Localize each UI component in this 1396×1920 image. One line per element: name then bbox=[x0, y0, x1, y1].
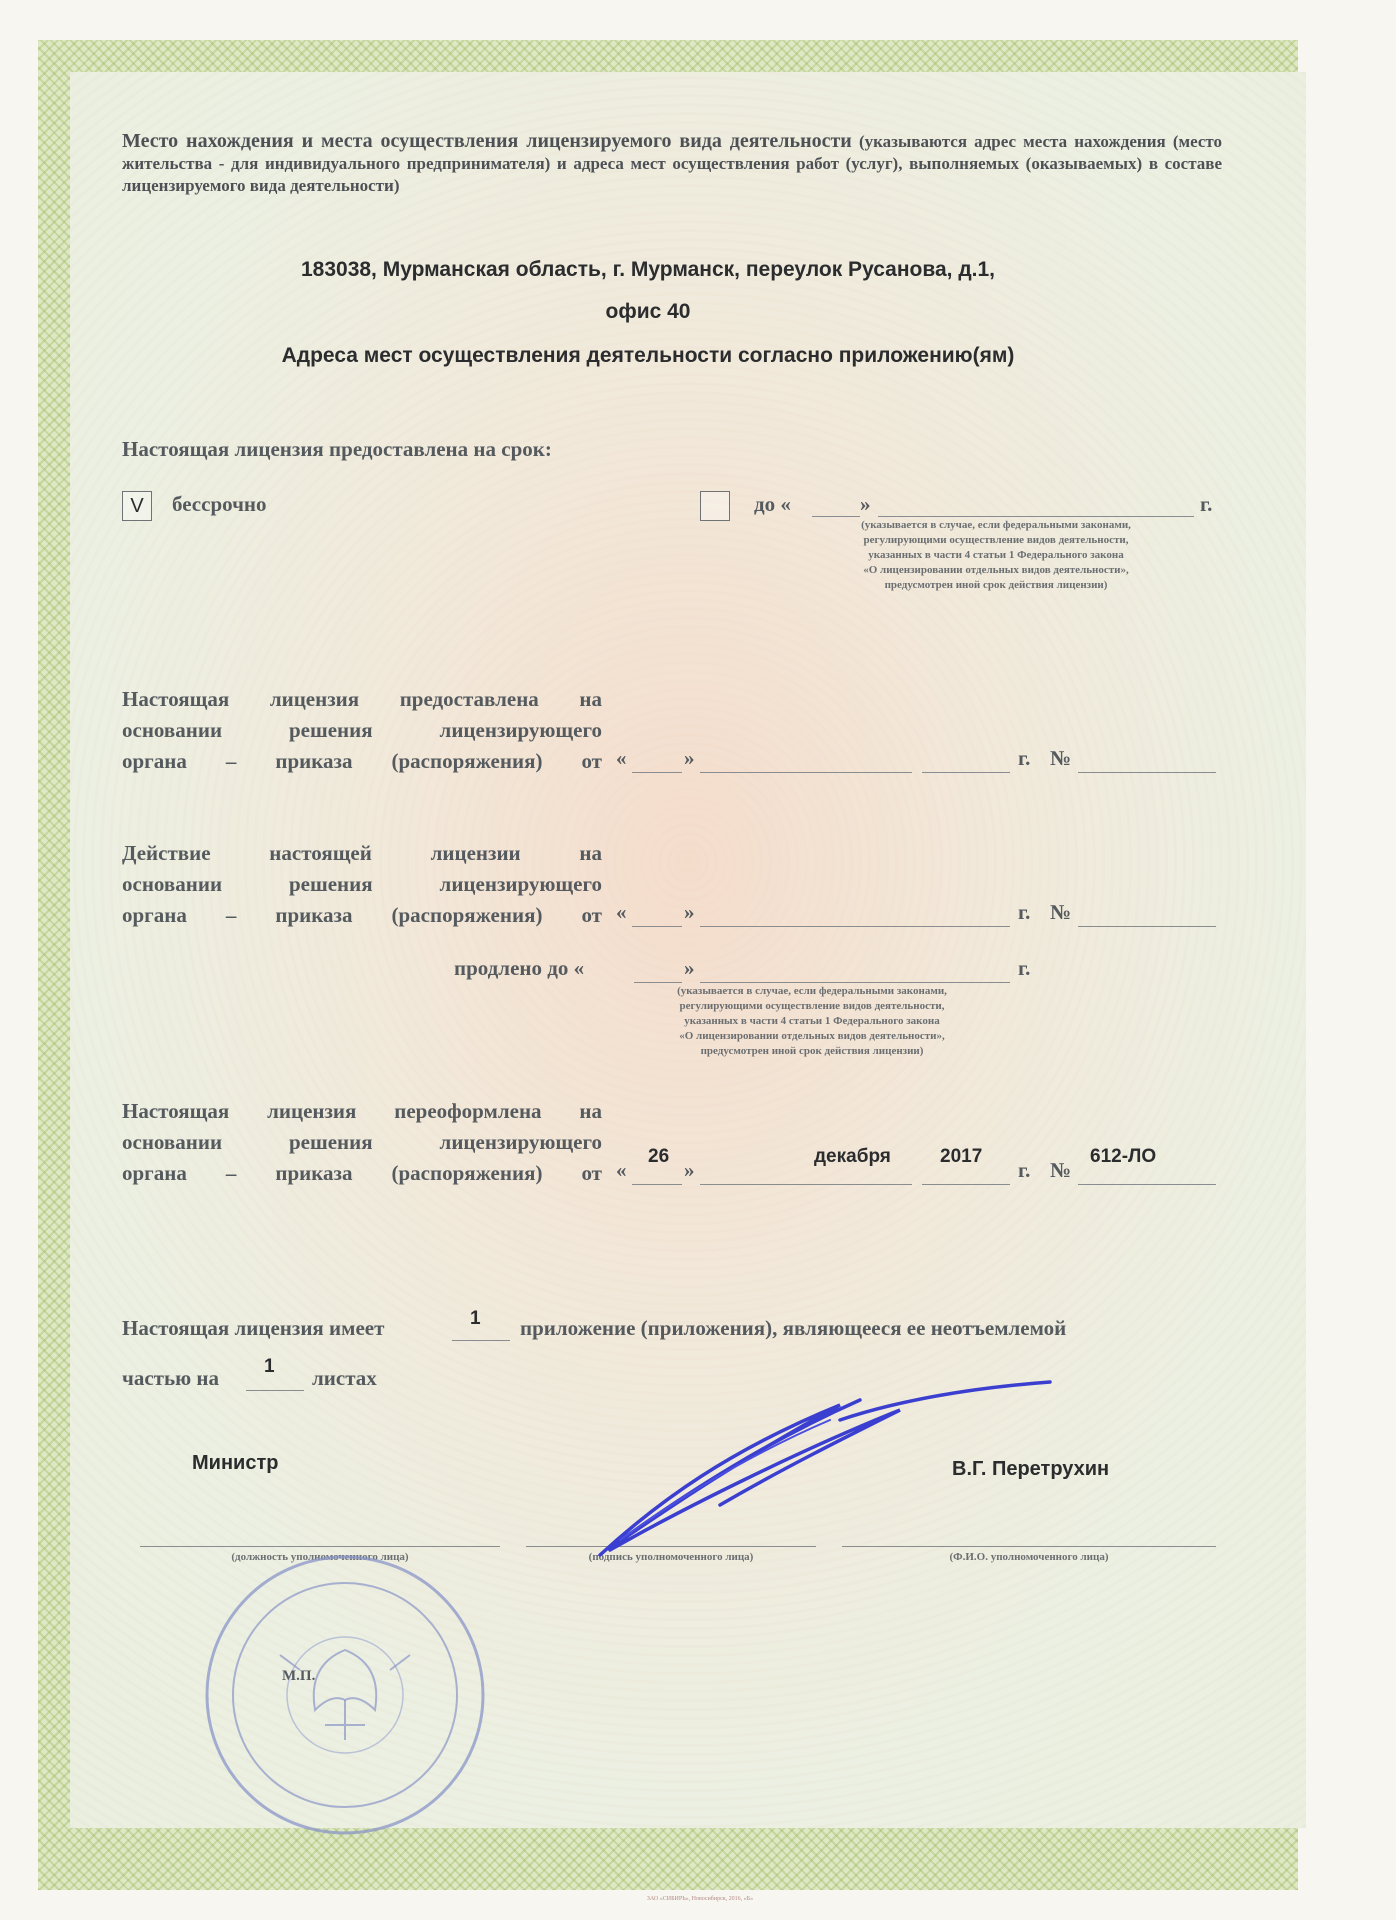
handwritten-signature bbox=[540, 1380, 1060, 1570]
granted-year-line bbox=[922, 772, 1010, 773]
granted-year-suffix: г. bbox=[1018, 746, 1031, 770]
appendix-text-before: Настоящая лицензия имеет bbox=[122, 1316, 385, 1340]
until-month-year-line bbox=[878, 516, 1194, 517]
granted-month-line bbox=[700, 772, 912, 773]
indefinite-checkbox[interactable] bbox=[122, 491, 152, 521]
extended-until-day-line bbox=[634, 982, 682, 983]
checkbox-mark: V bbox=[130, 495, 144, 517]
granted-paragraph: Настоящая лицензия предоставлена на основании решения лицензирующего органа – приказа (распоряжения) от bbox=[122, 687, 602, 773]
extended-month-year-line bbox=[700, 926, 1010, 927]
until-checkbox[interactable] bbox=[700, 491, 730, 521]
appendix-count: 1 bbox=[470, 1308, 481, 1329]
appendix-sheets: 1 bbox=[264, 1356, 275, 1377]
extended-open-quote: « bbox=[616, 900, 627, 924]
reissued-month-line bbox=[700, 1184, 912, 1185]
reissued-open-quote: « bbox=[616, 1158, 627, 1182]
appendix-sheets-line bbox=[246, 1390, 304, 1391]
extended-year-suffix: г. bbox=[1018, 900, 1031, 924]
header-note-text: (указываются адрес места нахождения (место жительства - для индивидуального предпринимателя) и адреса мест осуществления работ (услуг), выполняемых (оказываемых) в составе лицензируемого вида деятельности) bbox=[122, 132, 1222, 195]
granted-day-line bbox=[632, 772, 682, 773]
address-section-header bbox=[122, 130, 1222, 197]
header-bold-text: Место нахождения и места осуществления лицензируемого вида деятельности bbox=[122, 130, 852, 152]
position-caption: (должность уполномоченного лица) bbox=[231, 1551, 409, 1563]
extended-number-line bbox=[1078, 926, 1216, 927]
extended-until-year-suffix: г. bbox=[1018, 956, 1031, 980]
until-label: до « bbox=[754, 492, 791, 516]
position-line bbox=[140, 1546, 500, 1547]
reissued-month: декабря bbox=[814, 1146, 891, 1167]
term-note: (указывается в случае, если федеральными законами, регулирующими осуществление видов деятельности, указанных в части 4 статьи 1 Федерального закона «О лицензировании отдельных видов деятельности», предусмотрен иной срок действия лицензии) bbox=[861, 519, 1131, 591]
granted-number-line bbox=[1078, 772, 1216, 773]
granted-close-quote: » bbox=[684, 746, 695, 770]
extended-until-line bbox=[700, 982, 1010, 983]
reissued-number-label: № bbox=[1050, 1158, 1072, 1182]
extended-until-label: продлено до « bbox=[454, 956, 585, 980]
printer-footer: ЗАО «СИБИРЬ», Новосибирск, 2016, «Б» bbox=[646, 1896, 754, 1902]
extended-close-quote: » bbox=[684, 900, 695, 924]
extended-paragraph: Действие настоящей лицензии на основании решения лицензирующего органа – приказа (распоряжения) от bbox=[122, 841, 602, 927]
appendix-line2-before: частью на bbox=[122, 1366, 219, 1390]
term-title: Настоящая лицензия предоставлена на срок: bbox=[122, 437, 552, 461]
name-caption: (Ф.И.О. уполномоченного лица) bbox=[949, 1551, 1109, 1563]
extended-number-label: № bbox=[1050, 900, 1072, 924]
reissued-year-suffix: г. bbox=[1018, 1158, 1031, 1182]
reissued-year-line bbox=[922, 1184, 1010, 1185]
granted-number-label: № bbox=[1050, 746, 1072, 770]
extended-day-line bbox=[632, 926, 682, 927]
until-day-line bbox=[812, 516, 860, 517]
appendix-count-line bbox=[452, 1340, 510, 1341]
signatory-position: Министр bbox=[192, 1452, 279, 1474]
appendix-line2-after: листах bbox=[312, 1366, 377, 1390]
address-line-2: офис 40 bbox=[605, 300, 691, 323]
until-year-suffix: г. bbox=[1200, 492, 1213, 516]
signature-caption: (подпись уполномоченного лица) bbox=[588, 1551, 754, 1563]
granted-open-quote: « bbox=[616, 746, 627, 770]
reissued-day-line bbox=[632, 1184, 682, 1185]
reissued-number: 612-ЛО bbox=[1090, 1146, 1157, 1167]
reissued-year: 2017 bbox=[940, 1146, 983, 1167]
until-close-quote: » bbox=[860, 492, 871, 516]
address-line-1: 183038, Мурманская область, г. Мурманск, переулок Русанова, д.1, bbox=[300, 258, 996, 281]
extended-note: (указывается в случае, если федеральными законами, регулирующими осуществление видов деятельности, указанных в части 4 статьи 1 Федерального закона «О лицензировании отдельных видов деятельности», предусмотрен иной срок действия лицензии) bbox=[677, 985, 947, 1057]
reissued-paragraph: Настоящая лицензия переоформлена на основании решения лицензирующего органа – приказа (распоряжения) от bbox=[122, 1099, 602, 1185]
reissued-close-quote: » bbox=[684, 1158, 695, 1182]
appendix-text-after: приложение (приложения), являющееся ее неотъемлемой bbox=[520, 1316, 1067, 1340]
reissued-day: 26 bbox=[648, 1146, 670, 1167]
stamp-label: М.П. bbox=[282, 1668, 316, 1684]
signatory-name: В.Г. Перетрухин bbox=[952, 1458, 1110, 1480]
extended-until-close: » bbox=[684, 956, 695, 980]
official-seal bbox=[200, 1550, 490, 1840]
reissued-number-line bbox=[1078, 1184, 1216, 1185]
address-line-3: Адреса мест осуществления деятельности согласно приложению(ям) bbox=[281, 344, 1015, 367]
indefinite-label: бессрочно bbox=[172, 492, 267, 516]
